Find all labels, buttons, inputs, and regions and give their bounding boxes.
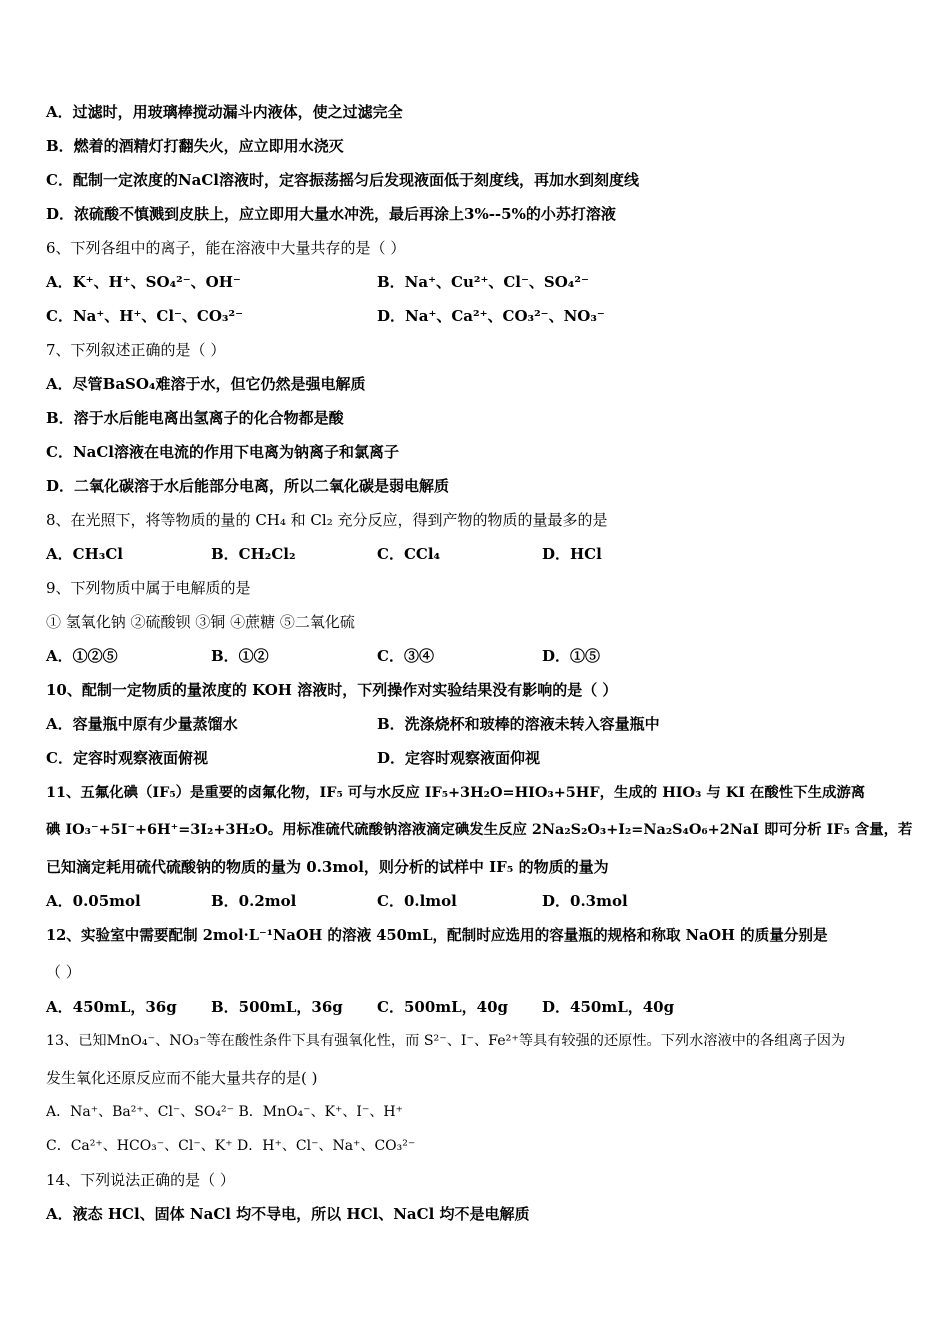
q13-options-ab: A．Na⁺、Ba²⁺、Cl⁻、SO₄²⁻ B．MnO₄⁻、K⁺、I⁻、H⁺ xyxy=(46,1104,403,1120)
q9-option-d: D．①⑤ xyxy=(542,647,601,665)
q5-option-d: D．浓硫酸不慎溅到皮肤上，应立即用大量水冲洗，最后再涂上3%--5%的小苏打溶液 xyxy=(46,205,616,223)
q5-option-a: A．过滤时，用玻璃棒搅动漏斗内液体，使之过滤完全 xyxy=(46,103,403,121)
q7-option-a: A．尽管BaSO₄难溶于水，但它仍然是强电解质 xyxy=(46,375,366,393)
q12-stem-line2: （ ） xyxy=(46,963,81,981)
q7-option-b: B．溶于水后能电离出氢离子的化合物都是酸 xyxy=(46,409,344,427)
q9-option-c: C．③④ xyxy=(377,647,434,665)
q10-stem: 10、配制一定物质的量浓度的 KOH 溶液时，下列操作对实验结果没有影响的是（ ） xyxy=(46,681,618,699)
q11-option-c: C．0.lmol xyxy=(377,892,457,910)
q12-option-d: D．450mL，40g xyxy=(542,998,675,1016)
q6-option-d: D．Na⁺、Ca²⁺、CO₃²⁻、NO₃⁻ xyxy=(377,307,605,325)
q9-stem: 9、下列物质中属于电解质的是 xyxy=(46,579,251,597)
q11-stem-line2: 碘 IO₃⁻+5I⁻+6H⁺=3I₂+3H₂O。用标准硫代硫酸钠溶液滴定碘发生反应 2Na₂S₂O₃+I₂=Na₂S₄O₆+2NaI 即可分析 IF₅ 含量，若 xyxy=(46,821,913,838)
q14-stem: 14、下列说法正确的是（ ） xyxy=(46,1171,235,1189)
q8-option-b: B．CH₂Cl₂ xyxy=(211,545,296,563)
q5-option-b: B．燃着的酒精灯打翻失火，应立即用水浇灭 xyxy=(46,137,344,155)
q13-stem-line2: 发生氧化还原反应而不能大量共存的是( ) xyxy=(46,1069,318,1087)
q11-option-d: D．0.3mol xyxy=(542,892,628,910)
q11-stem-line3: 已知滴定耗用硫代硫酸钠的物质的量为 0.3mol，则分析的试样中 IF₅ 的物质的量为 xyxy=(46,858,609,876)
q8-option-c: C．CCl₄ xyxy=(377,545,441,563)
q8-option-a: A．CH₃Cl xyxy=(46,545,123,563)
q12-stem-line1: 12、实验室中需要配制 2mol·L⁻¹NaOH 的溶液 450mL，配制时应选用的容量瓶的规格和称取 NaOH 的质量分别是 xyxy=(46,927,828,944)
q7-option-d: D．二氧化碳溶于水后能部分电离，所以二氧化碳是弱电解质 xyxy=(46,477,450,495)
q11-option-a: A．0.05mol xyxy=(46,892,141,910)
q5-option-c: C．配制一定浓度的NaCl溶液时，定容振荡摇匀后发现液面低于刻度线，再加水到刻度线 xyxy=(46,171,640,189)
q10-option-d: D．定容时观察液面仰视 xyxy=(377,749,541,767)
q6-option-a: A．K⁺、H⁺、SO₄²⁻、OH⁻ xyxy=(46,273,241,291)
q10-option-c: C．定容时观察液面俯视 xyxy=(46,749,208,767)
q14-option-a: A．液态 HCl、固体 NaCl 均不导电，所以 HCl、NaCl 均不是电解质 xyxy=(46,1205,530,1223)
q12-option-a: A．450mL，36g xyxy=(46,998,177,1016)
q11-option-b: B．0.2mol xyxy=(211,892,297,910)
q9-option-b: B．①② xyxy=(211,647,269,665)
q12-option-c: C．500mL，40g xyxy=(377,998,509,1016)
q7-stem: 7、下列叙述正确的是（ ） xyxy=(46,341,226,359)
q10-option-b: B．洗涤烧杯和玻棒的溶液未转入容量瓶中 xyxy=(377,715,660,733)
q8-option-d: D．HCl xyxy=(542,545,602,563)
q13-stem-line1: 13、已知MnO₄⁻、NO₃⁻等在酸性条件下具有强氧化性，而 S²⁻、I⁻、Fe²⁺等具有较强的还原性。下列水溶液中的各组离子因为 xyxy=(46,1033,846,1049)
q9-list: ① 氢氧化钠 ②硫酸钡 ③铜 ④蔗糖 ⑤二氧化硫 xyxy=(46,613,355,631)
q11-stem-line1: 11、五氟化碘（IF₅）是重要的卤氟化物，IF₅ 可与水反应 IF₅+3H₂O=HIO₃+5HF，生成的 HIO₃ 与 KI 在酸性下生成游离 xyxy=(46,784,866,801)
q6-option-b: B．Na⁺、Cu²⁺、Cl⁻、SO₄²⁻ xyxy=(377,273,589,291)
q13-options-cd: C．Ca²⁺、HCO₃⁻、Cl⁻、K⁺ D．H⁺、Cl⁻、Na⁺、CO₃²⁻ xyxy=(46,1138,416,1154)
q6-stem: 6、下列各组中的离子，能在溶液中大量共存的是（ ） xyxy=(46,239,406,257)
q6-option-c: C．Na⁺、H⁺、Cl⁻、CO₃²⁻ xyxy=(46,307,243,325)
q8-stem: 8、在光照下，将等物质的量的 CH₄ 和 Cl₂ 充分反应，得到产物的物质的量最多的是 xyxy=(46,511,608,529)
q7-option-c: C．NaCl溶液在电流的作用下电离为钠离子和氯离子 xyxy=(46,443,400,461)
q9-option-a: A．①②⑤ xyxy=(46,647,118,665)
q12-option-b: B．500mL，36g xyxy=(211,998,343,1016)
q10-option-a: A．容量瓶中原有少量蒸馏水 xyxy=(46,715,238,733)
